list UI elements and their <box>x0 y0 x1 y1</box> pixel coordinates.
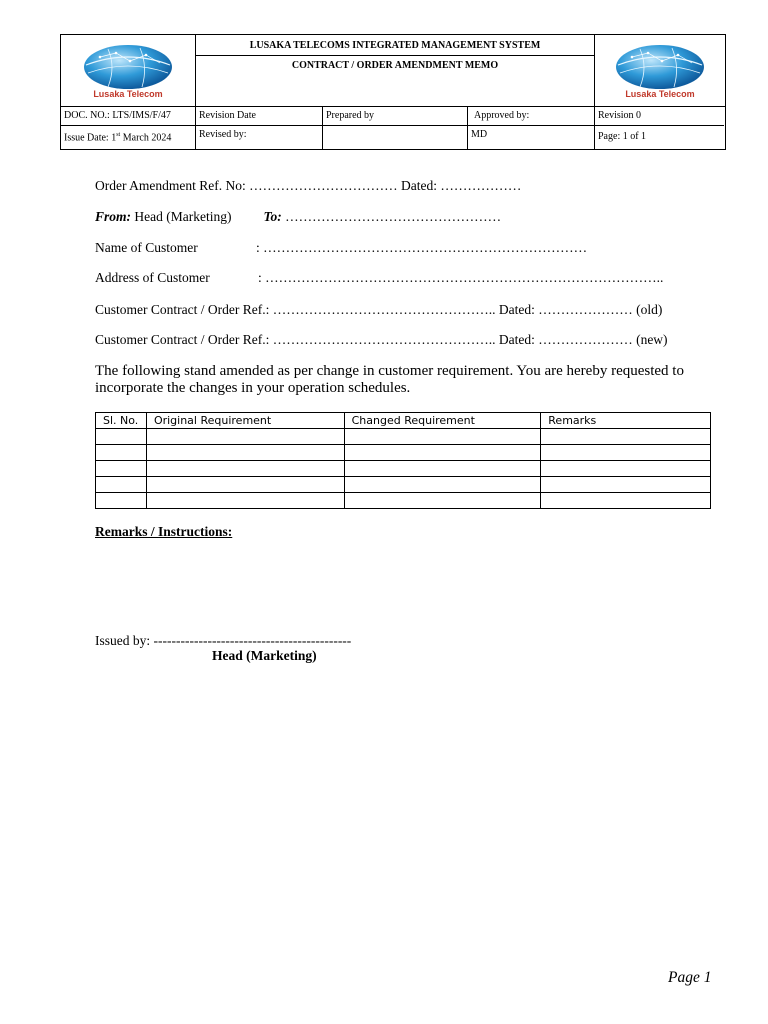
logo-right <box>594 35 725 107</box>
amendment-table <box>95 412 711 509</box>
remarks-heading: Remarks / Instructions: <box>95 524 233 539</box>
customer-name-field: : ……………………………………………………………… <box>256 240 588 255</box>
table-cell[interactable] <box>146 429 344 445</box>
table-cell[interactable] <box>344 445 541 461</box>
logo-text: Lusaka Telecom <box>625 89 695 99</box>
customer-address-field: : …………………………………………………………………………….. <box>258 270 664 285</box>
from-label: From: <box>95 209 132 224</box>
table-cell[interactable] <box>344 461 541 477</box>
from-value: Head (Marketing) <box>131 209 232 224</box>
table-header-row <box>96 413 711 429</box>
order-amendment-ref: Order Amendment Ref. No: …………………………… Dated: ……………… <box>95 178 522 193</box>
table-cell[interactable] <box>541 445 711 461</box>
issuer-title: Head (Marketing) <box>212 648 317 663</box>
revision-number: Revision 0 <box>594 107 724 126</box>
doc-number: DOC. NO.: LTS/IMS/F/47 <box>61 107 196 126</box>
contract-ref-new: Customer Contract / Order Ref.: ………………………………………….. Dated: ………………… (new) <box>95 332 668 347</box>
table-cell[interactable] <box>344 429 541 445</box>
revised-by-label: Revised by: <box>196 126 323 149</box>
approver-name: MD <box>471 129 488 140</box>
table-cell[interactable] <box>344 477 541 493</box>
table-row <box>96 445 711 461</box>
table-row <box>96 477 711 493</box>
revision-date-label: Revision Date <box>196 107 323 126</box>
col-changed-requirement: Changed Requirement <box>344 413 541 429</box>
table-cell[interactable] <box>146 477 344 493</box>
table-cell[interactable] <box>96 477 147 493</box>
page-count: Page: 1 of 1 <box>594 126 724 149</box>
table-row <box>96 461 711 477</box>
customer-name-line <box>95 240 588 256</box>
logo-text: Lusaka Telecom <box>93 89 163 99</box>
table-row <box>96 429 711 445</box>
issued-by-line: Issued by: -------------------------------------------- <box>95 633 352 648</box>
col-original-requirement: Original Requirement <box>146 413 344 429</box>
table-row <box>96 493 711 509</box>
table-cell[interactable] <box>541 461 711 477</box>
contract-ref-old: Customer Contract / Order Ref.: ………………………………………….. Dated: ………………… (old) <box>95 302 663 317</box>
system-title: LUSAKA TELECOMS INTEGRATED MANAGEMENT SYSTEM <box>196 35 594 56</box>
instruction-paragraph: The following stand amended as per change in customer requirement. You are hereby requested to incorporate the changes in your operation schedules. <box>95 363 684 396</box>
table-cell[interactable] <box>146 461 344 477</box>
lusaka-telecom-logo <box>610 43 710 101</box>
to-value: ………………………………………… <box>281 209 502 224</box>
lusaka-telecom-logo <box>78 43 178 101</box>
document-header <box>60 34 726 150</box>
revised-by-value <box>323 126 468 149</box>
prepared-by-label: Prepared by <box>323 107 468 126</box>
table-cell[interactable] <box>96 429 147 445</box>
col-sl-no: Sl. No. <box>96 413 147 429</box>
table-cell[interactable] <box>146 445 344 461</box>
table-cell[interactable] <box>541 429 711 445</box>
col-remarks: Remarks <box>541 413 711 429</box>
from-to-line <box>95 209 501 225</box>
table-cell[interactable] <box>96 445 147 461</box>
table-cell[interactable] <box>541 477 711 493</box>
issue-date: Issue Date: 1st March 2024 <box>61 126 196 149</box>
page-number: Page 1 <box>668 969 712 986</box>
approved-by-label: Approved by: <box>468 107 594 126</box>
customer-address-line <box>95 270 664 286</box>
customer-name-label: Name of Customer <box>95 240 198 255</box>
table-cell[interactable] <box>96 461 147 477</box>
table-cell[interactable] <box>96 493 147 509</box>
table-cell[interactable] <box>146 493 344 509</box>
table-cell[interactable] <box>541 493 711 509</box>
table-cell[interactable] <box>344 493 541 509</box>
customer-address-label: Address of Customer <box>95 270 210 285</box>
to-label: To: <box>263 209 282 224</box>
memo-title: CONTRACT / ORDER AMENDMENT MEMO <box>196 56 594 107</box>
logo-left <box>61 35 196 107</box>
